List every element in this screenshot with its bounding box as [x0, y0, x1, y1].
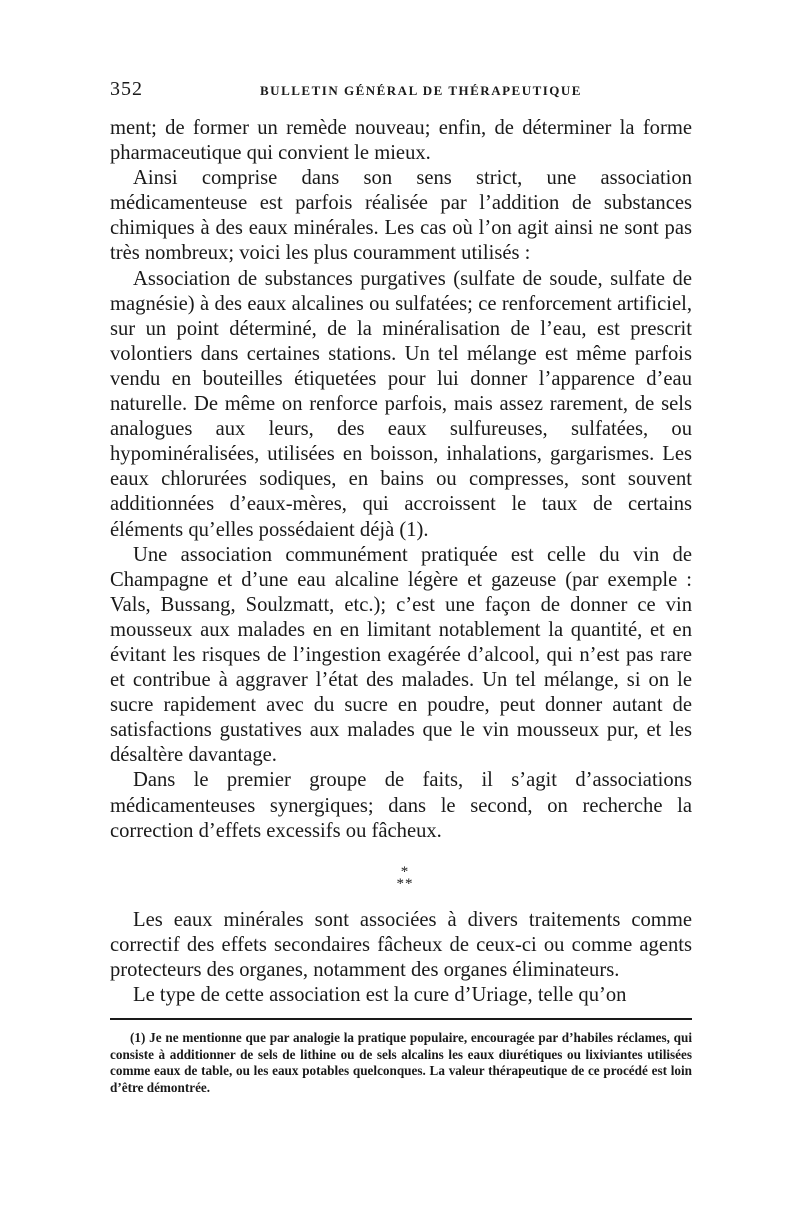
paragraph-uriage: Le type de cette association est la cure d’Uriage, telle qu’on	[133, 984, 627, 1006]
running-title: BULLETIN GÉNÉRAL DE THÉRAPEUTIQUE	[260, 83, 582, 98]
page-number: 352	[110, 78, 143, 100]
section-asterism	[110, 863, 692, 892]
paragraph-purgatives: Association de substances purgatives (sulfate de soude, sulfate de magnésie) à des eaux alcalines ou sulfatées; ce renforcement artificiel, sur un point déterminé, de la minéralisation de l’eau, est prescrit volontiers dans certaines stations. Un tel mélange est même parfois vendu en bouteilles étiquetées pour lui donner l’apparence d’eau naturelle. De même on renforce parfois, mais assez rarement, de sels analogues aux leurs, des eaux sulfureuses, sulfatées, ou hypominéralisées, utilisées en boisson, inhalations, gargarismes. Les eaux chlorurées sodiques, en bains ou compresses, sont souvent additionnées d’eaux-mères, qui accroissent le taux de certains éléments qu’elles possédaient déjà (1).	[110, 267, 692, 541]
footnote: (1) Je ne mentionne que par analogie la pratique populaire, encouragée par d’habiles réclames, qui consiste à additionner de sels de lithine ou de sels alcalins les eaux diurétiques ou lixiviantes utilisées comme eaux de table, ou les eaux potables quelconques. La valeur thérapeutique de ce procédé est loin d’être démontrée.	[110, 1030, 692, 1095]
paragraph-champagne: Une association communément pratiquée est celle du vin de Champagne et d’une eau alcaline légère et gazeuse (par exemple : Vals, Bussang, Soulzmatt, etc.); c’est une façon de donner ce vin mousseux aux malades en en limitant notablement la quantité, et en évitant les risques de l’ingestion exagérée d’alcool, qui n’est pas rare et contribue à aggraver l’état des malades. Un tel mélange, si on le sucre rapidement avec du sucre en poudre, peut donner autant de satisfactions gustatives aux malades que le vin mousseux pur, et les désaltère davantage.	[110, 543, 692, 767]
page-header	[110, 78, 692, 106]
book-page	[110, 78, 692, 1109]
paragraph-continuation: ment; de former un remède nouveau; enfin, de déterminer la forme pharmaceutique qui convient le mieux.	[110, 117, 692, 165]
paragraph-definition: Ainsi comprise dans son sens strict, une association médicamenteuse est parfois réalisée par l’addition de substances chimiques à des eaux minérales. Les cas où l’on agit ainsi ne sont pas très nombreux; voici les plus couramment utilisés :	[110, 167, 692, 265]
asterism-bottom: **	[396, 875, 414, 892]
paragraph-summary: Dans le premier groupe de faits, il s’agit d’associations médicamenteuses synergiques; dans le second, on recherche la correction d’effets excessifs ou fâcheux.	[110, 769, 692, 842]
footnote-divider	[110, 1018, 692, 1020]
asterism-top: *	[400, 863, 410, 880]
paragraph-correctives: Les eaux minérales sont associées à divers traitements comme correctif des effets secondaires fâcheux de ceux-ci ou comme agents protecteurs des organes, notamment des organes éliminateurs.	[110, 908, 692, 981]
body-text	[110, 116, 692, 1008]
